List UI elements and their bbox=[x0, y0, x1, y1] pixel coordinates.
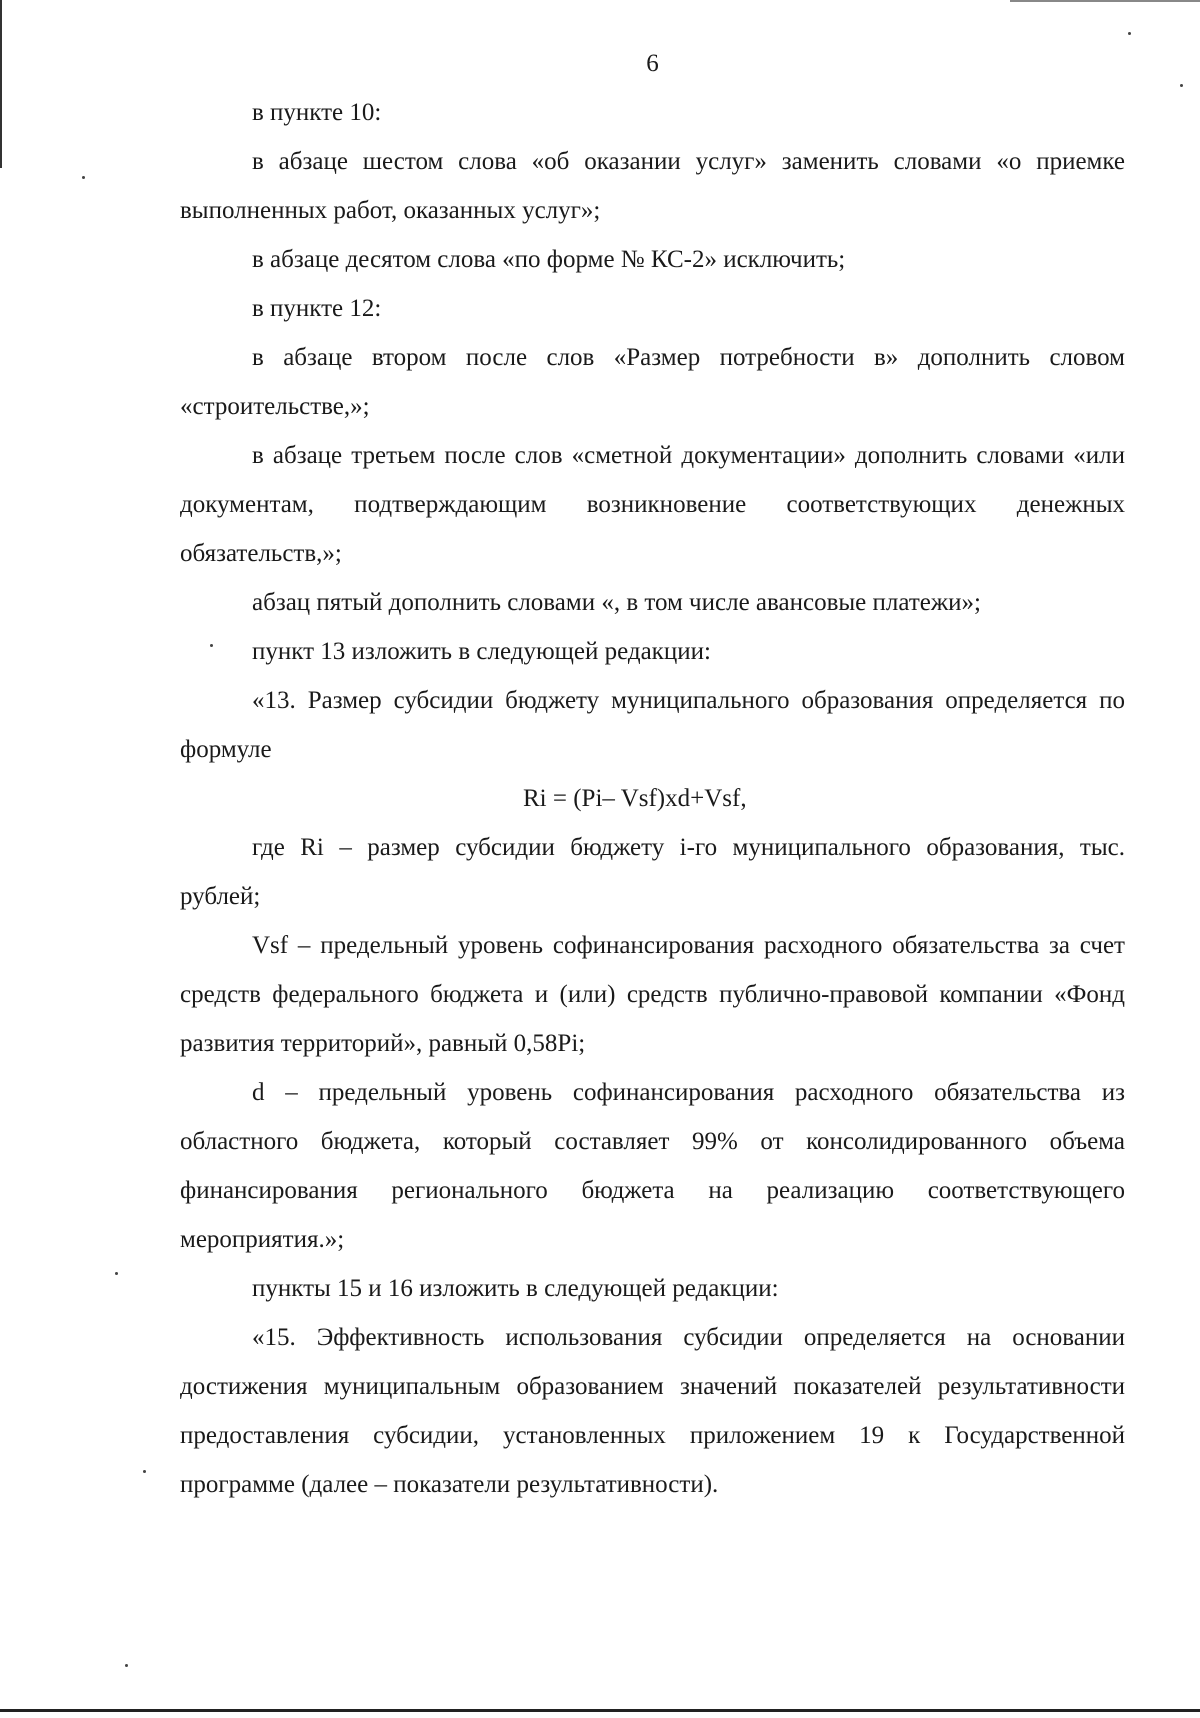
paragraph: в пункте 12: bbox=[252, 295, 382, 322]
scan-speck bbox=[143, 1470, 146, 1473]
scan-speck bbox=[125, 1664, 128, 1667]
scan-speck bbox=[1128, 32, 1131, 35]
page-number: 6 bbox=[646, 50, 659, 77]
paragraph: Vsf – предельный уровень софинансирования расходного обязательства за счет средств федерального бюджета и (или) средств публично-правовой компании «Фонд развития территорий», равный 0,58Pi; bbox=[180, 932, 1125, 1057]
paragraph: в пункте 10: bbox=[252, 99, 382, 126]
paragraph: пункты 15 и 16 изложить в следующей редакции: bbox=[252, 1275, 779, 1302]
paragraph: в абзаце шестом слова «об оказании услуг» заменить словами «о приемке выполненных работ, оказанных услуг»; bbox=[180, 148, 1125, 224]
formula: Ri = (Pi– Vsf)xd+Vsf, bbox=[523, 785, 747, 812]
scan-line-top bbox=[1010, 0, 1200, 2]
scan-speck bbox=[1180, 84, 1183, 87]
scan-speck bbox=[115, 1272, 118, 1275]
paragraph: «13. Размер субсидии бюджету муниципального образования определяется по формуле bbox=[180, 687, 1125, 763]
paragraph: абзац пятый дополнить словами «, в том числе авансовые платежи»; bbox=[252, 589, 981, 616]
scan-line-bottom bbox=[0, 1709, 1200, 1712]
paragraph: в абзаце втором после слов «Размер потребности в» дополнить словом «строительстве,»; bbox=[180, 344, 1125, 420]
scan-edge-left bbox=[0, 0, 2, 168]
scan-speck bbox=[82, 176, 85, 179]
paragraph: в абзаце третьем после слов «сметной документации» дополнить словами «или документам, подтверждающим возникновение соответствующих денежных обязательств,»; bbox=[180, 442, 1125, 567]
paragraph: в абзаце десятом слова «по форме № КС-2» исключить; bbox=[252, 246, 846, 273]
paragraph: где Ri – размер субсидии бюджету i-го муниципального образования, тыс. рублей; bbox=[180, 834, 1125, 910]
paragraph: «15. Эффективность использования субсидии определяется на основании достижения муниципальным образованием значений показателей результативности предоставления субсидии, установленных приложением 19 к Государственной программе (далее – показатели результативности). bbox=[180, 1324, 1125, 1498]
document-body bbox=[180, 88, 1125, 1509]
paragraph: пункт 13 изложить в следующей редакции: bbox=[252, 638, 711, 665]
paragraph: d – предельный уровень софинансирования расходного обязательства из областного бюджета, который составляет 99% от консолидированного объема финансирования регионального бюджета на реализацию соответствующего мероприятия.»; bbox=[180, 1079, 1125, 1253]
